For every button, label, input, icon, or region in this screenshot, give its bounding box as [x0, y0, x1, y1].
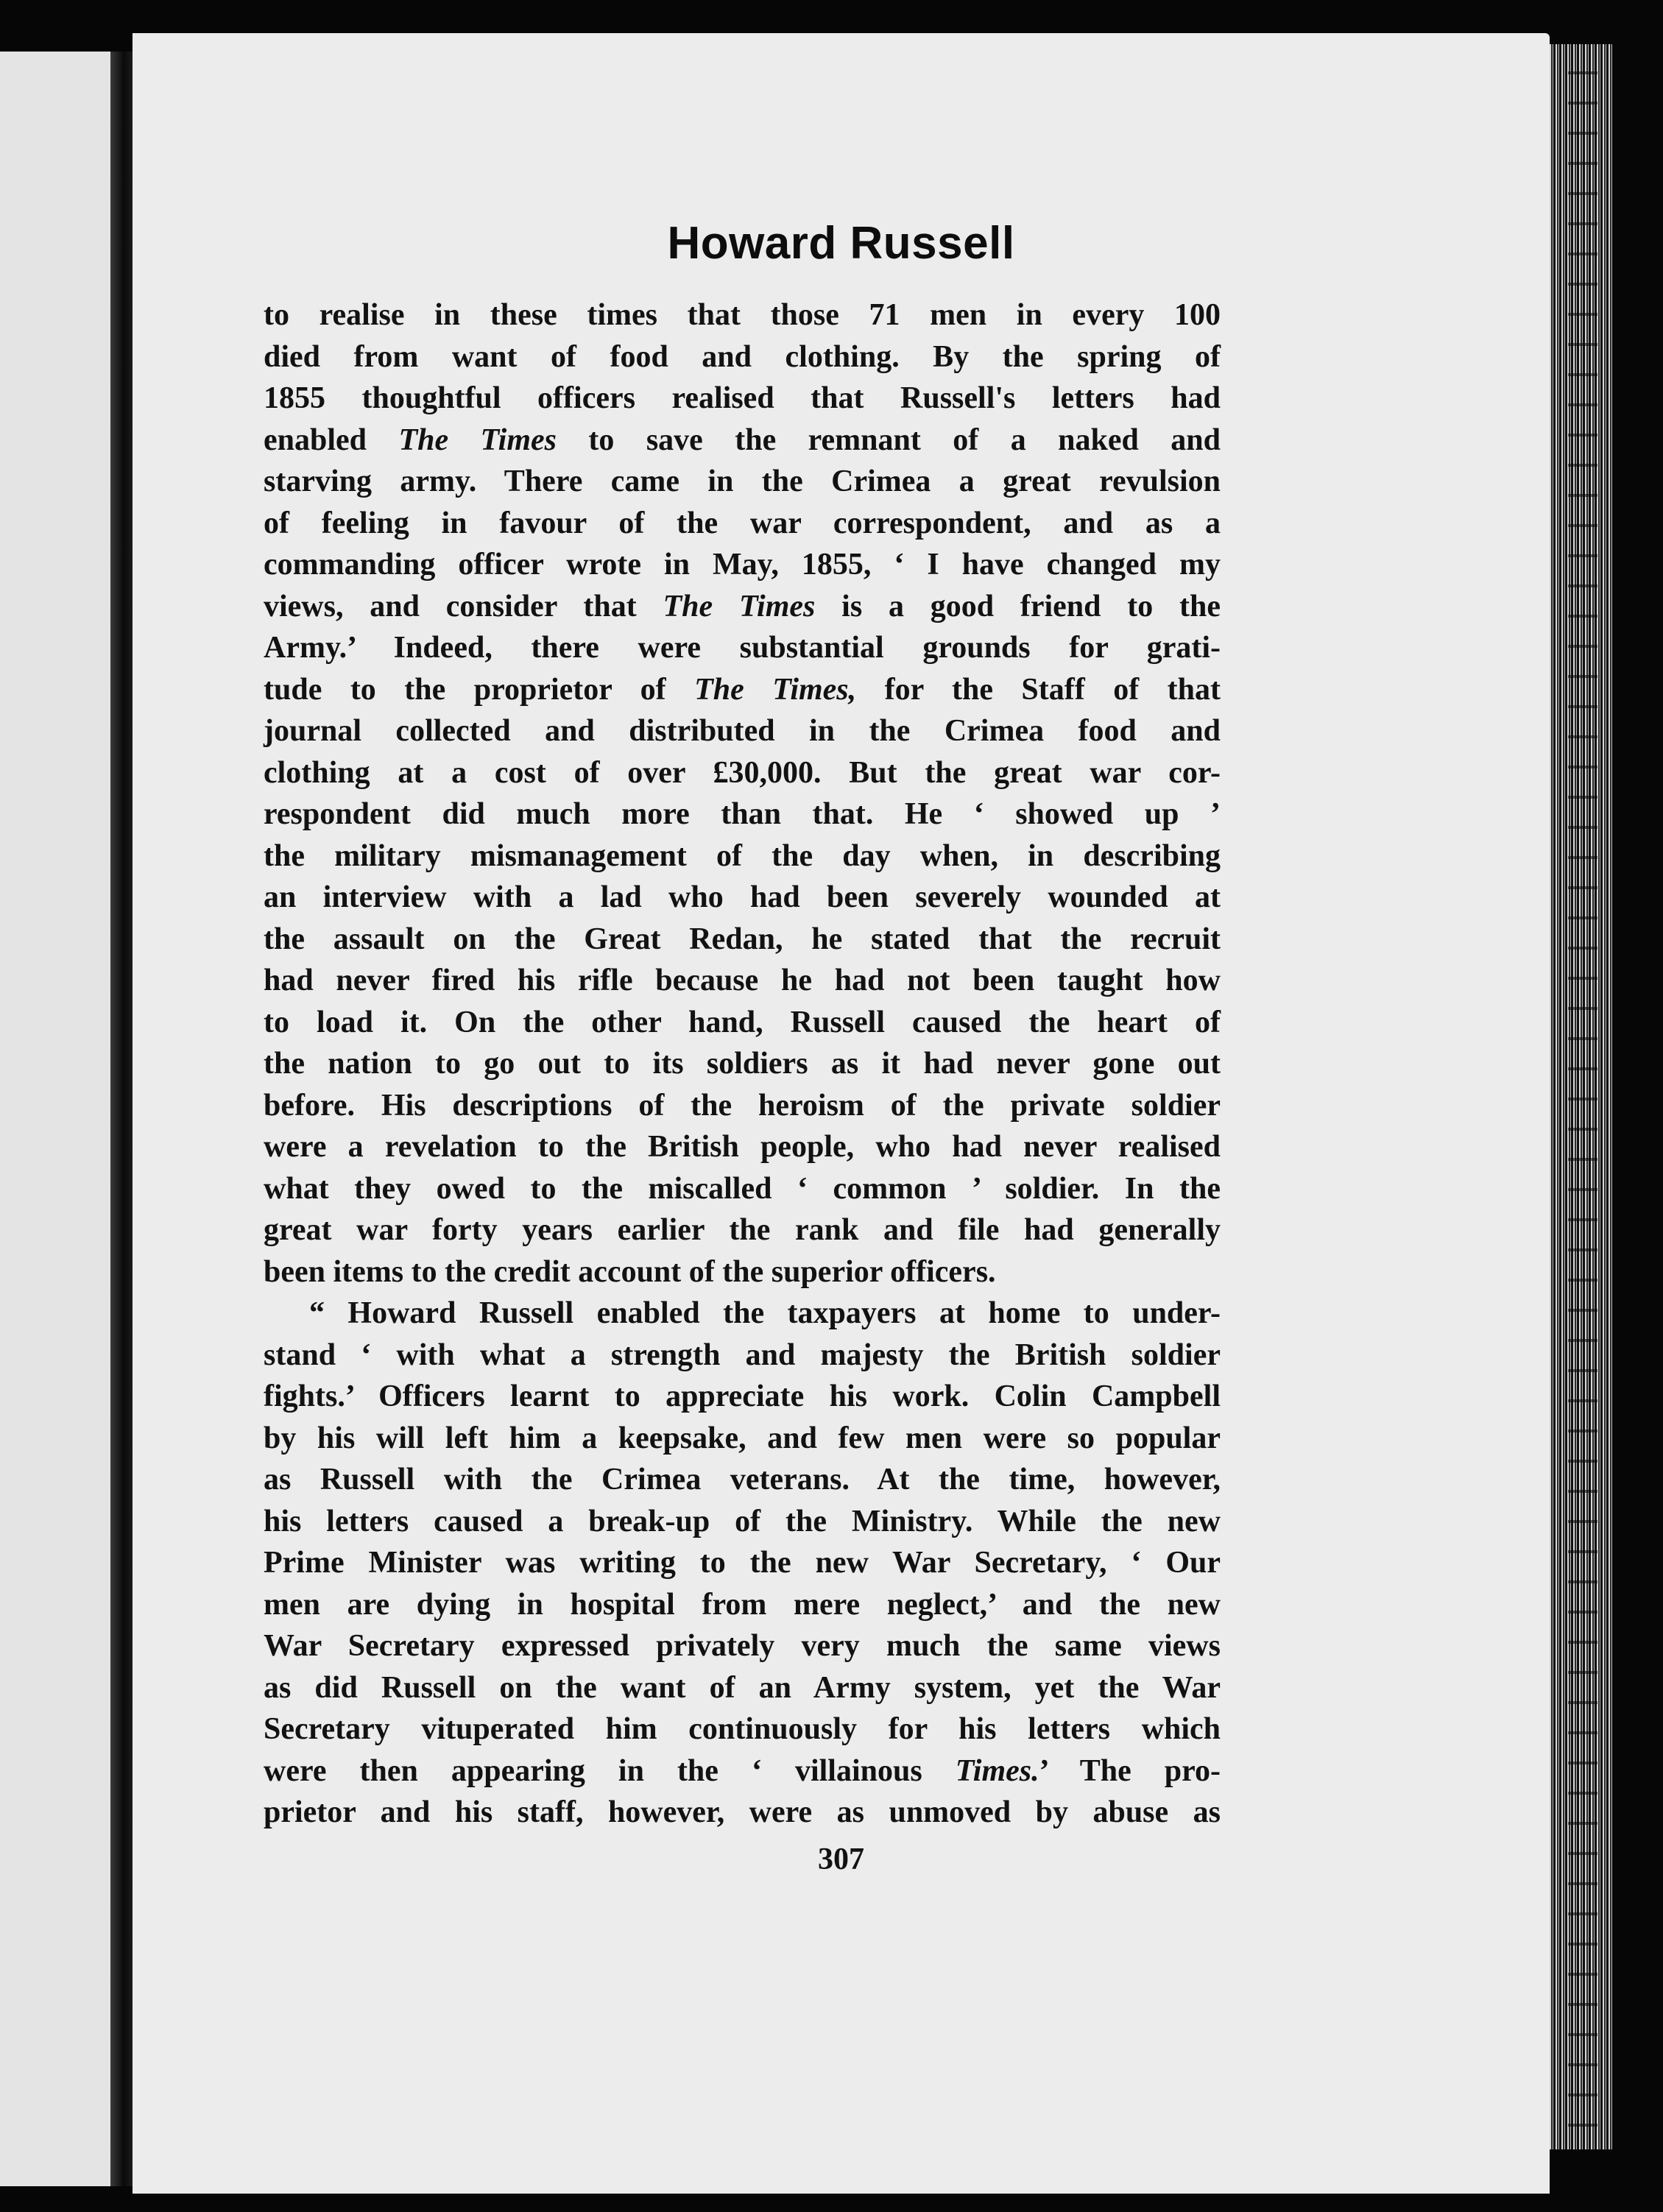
text-line — [264, 1750, 1221, 1792]
italic-title: The Times, — [694, 672, 857, 707]
running-head-title: Howard Russell — [667, 218, 1015, 269]
text-line: to load it. On the other hand, Russell caused the heart of — [264, 1005, 1221, 1039]
text-line: men are dying in hospital from mere neglect,’ and the new — [264, 1587, 1221, 1622]
text-line: respondent did much more than that. He ‘ showed up ’ — [264, 797, 1221, 831]
text-line: the military mismanagement of the day when, in describing — [264, 838, 1221, 873]
text-line: to realise in these times that those 71 men in every 100 — [264, 298, 1221, 332]
italic-title: The Times — [398, 423, 557, 457]
italic-title: Times. — [955, 1753, 1039, 1788]
text-segment: ’ The pro- — [1039, 1753, 1221, 1788]
text-line: of feeling in favour of the war correspondent, and as a — [264, 506, 1221, 540]
text-line: what they owed to the miscalled ‘ common ’ soldier. In the — [264, 1171, 1221, 1206]
book-gutter — [110, 52, 133, 2186]
page-block-edge-shadow — [1568, 44, 1597, 2149]
text-segment: is a good friend to the — [815, 589, 1221, 623]
page-number: 307 — [818, 1842, 864, 1876]
text-segment: enabled — [264, 423, 399, 457]
text-segment: were then appearing in the ‘ villainous — [264, 1753, 956, 1788]
text-line: as did Russell on the want of an Army system, yet the War — [264, 1670, 1221, 1705]
text-line: stand ‘ with what a strength and majesty the British soldier — [264, 1338, 1221, 1372]
text-line: prietor and his staff, however, were as unmoved by abuse as — [264, 1795, 1221, 1829]
text-line: fights.’ Officers learnt to appreciate his work. Colin Campbell — [264, 1379, 1221, 1413]
text-segment: to save the remnant of a naked and — [556, 423, 1221, 457]
text-line: the nation to go out to its soldiers as it had never gone out — [264, 1047, 1221, 1081]
text-line: an interview with a lad who had been severely wounded at — [264, 880, 1221, 914]
text-line: journal collected and distributed in the Crimea food and — [264, 714, 1221, 748]
text-segment: tude to the proprietor of — [264, 672, 695, 707]
text-line: died from want of food and clothing. By the spring of — [264, 339, 1221, 374]
text-line: had never fired his rifle because he had not been taught how — [264, 964, 1221, 997]
text-line: Secretary vituperated him continuously for his letters which — [264, 1712, 1221, 1746]
text-line: commanding officer wrote in May, 1855, ‘ I have changed my — [264, 548, 1221, 582]
text-line: been items to the credit account of the superior officers. — [264, 1254, 996, 1289]
text-segment: for the Staff of that — [856, 672, 1221, 707]
facing-page-edge — [0, 52, 110, 2186]
text-line — [264, 669, 1221, 711]
text-line: War Secretary expressed privately very much the same views — [264, 1629, 1221, 1663]
text-line: were a revelation to the British people, who had never realised — [264, 1130, 1221, 1164]
text-line: starving army. There came in the Crimea a great revulsion — [264, 464, 1221, 498]
text-line: his letters caused a break-up of the Ministry. While the new — [264, 1504, 1221, 1538]
text-line — [264, 586, 1221, 628]
text-line: 1855 thoughtful officers realised that Russell's letters had — [264, 381, 1221, 415]
text-line: as Russell with the Crimea veterans. At the time, however, — [264, 1463, 1221, 1497]
text-line: before. His descriptions of the heroism of the private soldier — [264, 1088, 1221, 1123]
text-line: great war forty years earlier the rank and file had generally — [264, 1213, 1221, 1247]
body-text — [264, 294, 1221, 1834]
text-line: “ Howard Russell enabled the taxpayers at home to under- — [309, 1296, 1221, 1330]
text-line: Prime Minister was writing to the new War Secretary, ‘ Our — [264, 1546, 1221, 1580]
text-segment: views, and consider that — [264, 589, 663, 623]
text-line: clothing at a cost of over £30,000. But the great war cor- — [264, 755, 1221, 790]
italic-title: The Times — [663, 589, 816, 623]
text-line: the assault on the Great Redan, he stated that the recruit — [264, 922, 1221, 956]
text-line: Army.’ Indeed, there were substantial grounds for grati- — [264, 631, 1221, 665]
text-line: by his will left him a keepsake, and few men were so popular — [264, 1421, 1221, 1455]
text-line — [264, 420, 1221, 462]
